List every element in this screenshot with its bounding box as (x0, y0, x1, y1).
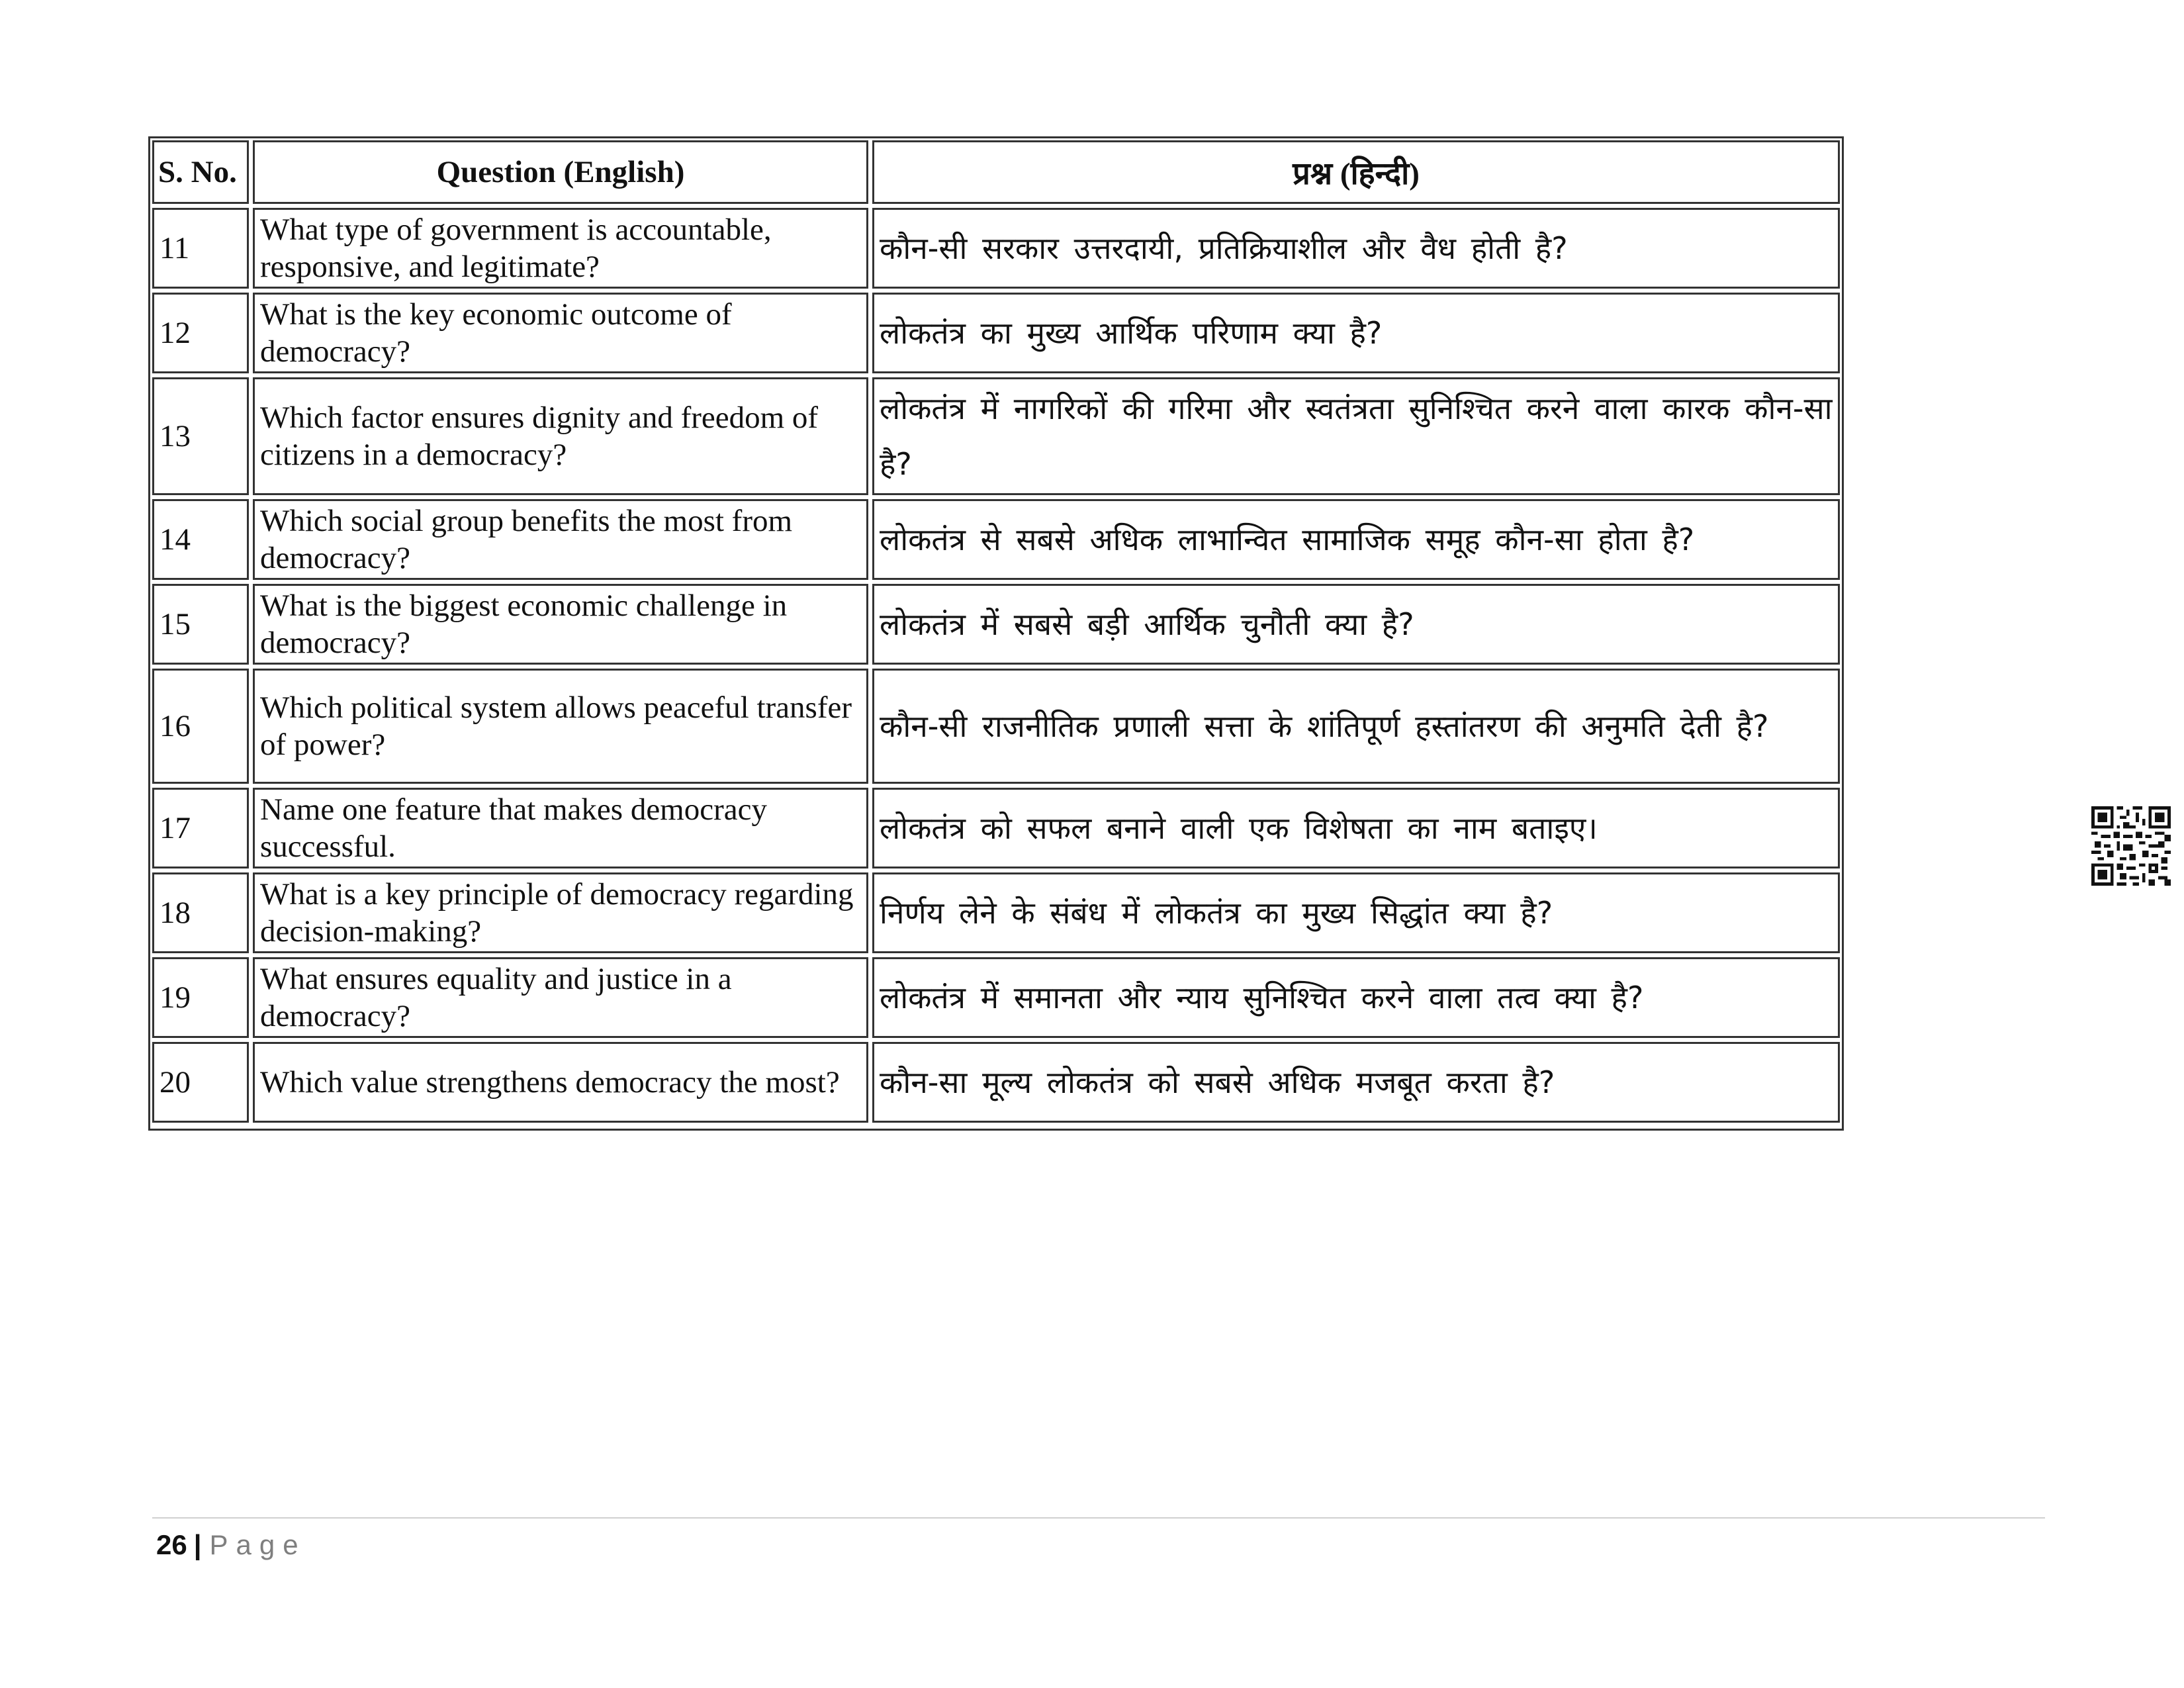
row-question-hindi: कौन-सी राजनीतिक प्रणाली सत्ता के शांतिपूर्ण हस्तांतरण की अनुमति देती है? (872, 669, 1840, 784)
row-question-english: Which value strengthens democracy the most? (253, 1042, 868, 1123)
table-row (152, 584, 1840, 665)
header-english: Question (English) (253, 140, 868, 204)
row-question-hindi: कौन-सी सरकार उत्तरदायी, प्रतिक्रियाशील और वैध होती है? (872, 208, 1840, 289)
row-sno: 19 (152, 957, 249, 1038)
row-sno: 12 (152, 293, 249, 373)
row-sno: 20 (152, 1042, 249, 1123)
row-question-english: What type of government is accountable, responsive, and legitimate? (253, 208, 868, 289)
row-sno: 11 (152, 208, 249, 289)
row-question-english: What is the key economic outcome of democracy? (253, 293, 868, 373)
row-question-english: Which political system allows peaceful transfer of power? (253, 669, 868, 784)
page-footer (156, 1525, 306, 1565)
row-question-english: What is the biggest economic challenge in democracy? (253, 584, 868, 665)
row-question-hindi: लोकतंत्र में सबसे बड़ी आर्थिक चुनौती क्या है? (872, 584, 1840, 665)
row-question-hindi: लोकतंत्र में समानता और न्याय सुनिश्चित करने वाला तत्व क्या है? (872, 957, 1840, 1038)
row-question-hindi: लोकतंत्र से सबसे अधिक लाभान्वित सामाजिक समूह कौन-सा होता है? (872, 499, 1840, 580)
row-question-english: Which factor ensures dignity and freedom of citizens in a democracy? (253, 377, 868, 495)
table-row (152, 788, 1840, 868)
row-question-hindi: कौन-सा मूल्य लोकतंत्र को सबसे अधिक मजबूत करता है? (872, 1042, 1840, 1123)
row-question-hindi: लोकतंत्र को सफल बनाने वाली एक विशेषता का नाम बताइए। (872, 788, 1840, 868)
page-number: 26 (156, 1529, 187, 1560)
qr-code-icon (2091, 806, 2171, 886)
row-sno: 17 (152, 788, 249, 868)
row-question-english: Name one feature that makes democracy successful. (253, 788, 868, 868)
row-sno: 18 (152, 872, 249, 953)
table-row (152, 377, 1840, 495)
question-table (148, 136, 1844, 1127)
row-sno: 16 (152, 669, 249, 784)
footer-divider (152, 1517, 2045, 1519)
header-sno: S. No. (152, 140, 249, 204)
table-row (152, 957, 1840, 1038)
row-question-english: What ensures equality and justice in a democracy? (253, 957, 868, 1038)
row-sno: 14 (152, 499, 249, 580)
row-question-hindi: लोकतंत्र में नागरिकों की गरिमा और स्वतंत्रता सुनिश्चित करने वाला कारक कौन-सा है? (872, 377, 1840, 495)
footer-separator: | (193, 1529, 202, 1560)
table-row (152, 872, 1840, 953)
page-label: Page (209, 1529, 306, 1560)
row-question-hindi: निर्णय लेने के संबंध में लोकतंत्र का मुख्य सिद्धांत क्या है? (872, 872, 1840, 953)
table-row (152, 1042, 1840, 1123)
header-hindi: प्रश्न (हिन्दी) (872, 140, 1840, 204)
table-row (152, 669, 1840, 784)
question-table-frame (148, 136, 1844, 1131)
table-header-row (152, 140, 1840, 204)
row-sno: 13 (152, 377, 249, 495)
table-row (152, 499, 1840, 580)
row-question-english: Which social group benefits the most from democracy? (253, 499, 868, 580)
row-question-english: What is a key principle of democracy regarding decision-making? (253, 872, 868, 953)
row-question-hindi: लोकतंत्र का मुख्य आर्थिक परिणाम क्या है? (872, 293, 1840, 373)
table-row (152, 293, 1840, 373)
row-sno: 15 (152, 584, 249, 665)
table-row (152, 208, 1840, 289)
